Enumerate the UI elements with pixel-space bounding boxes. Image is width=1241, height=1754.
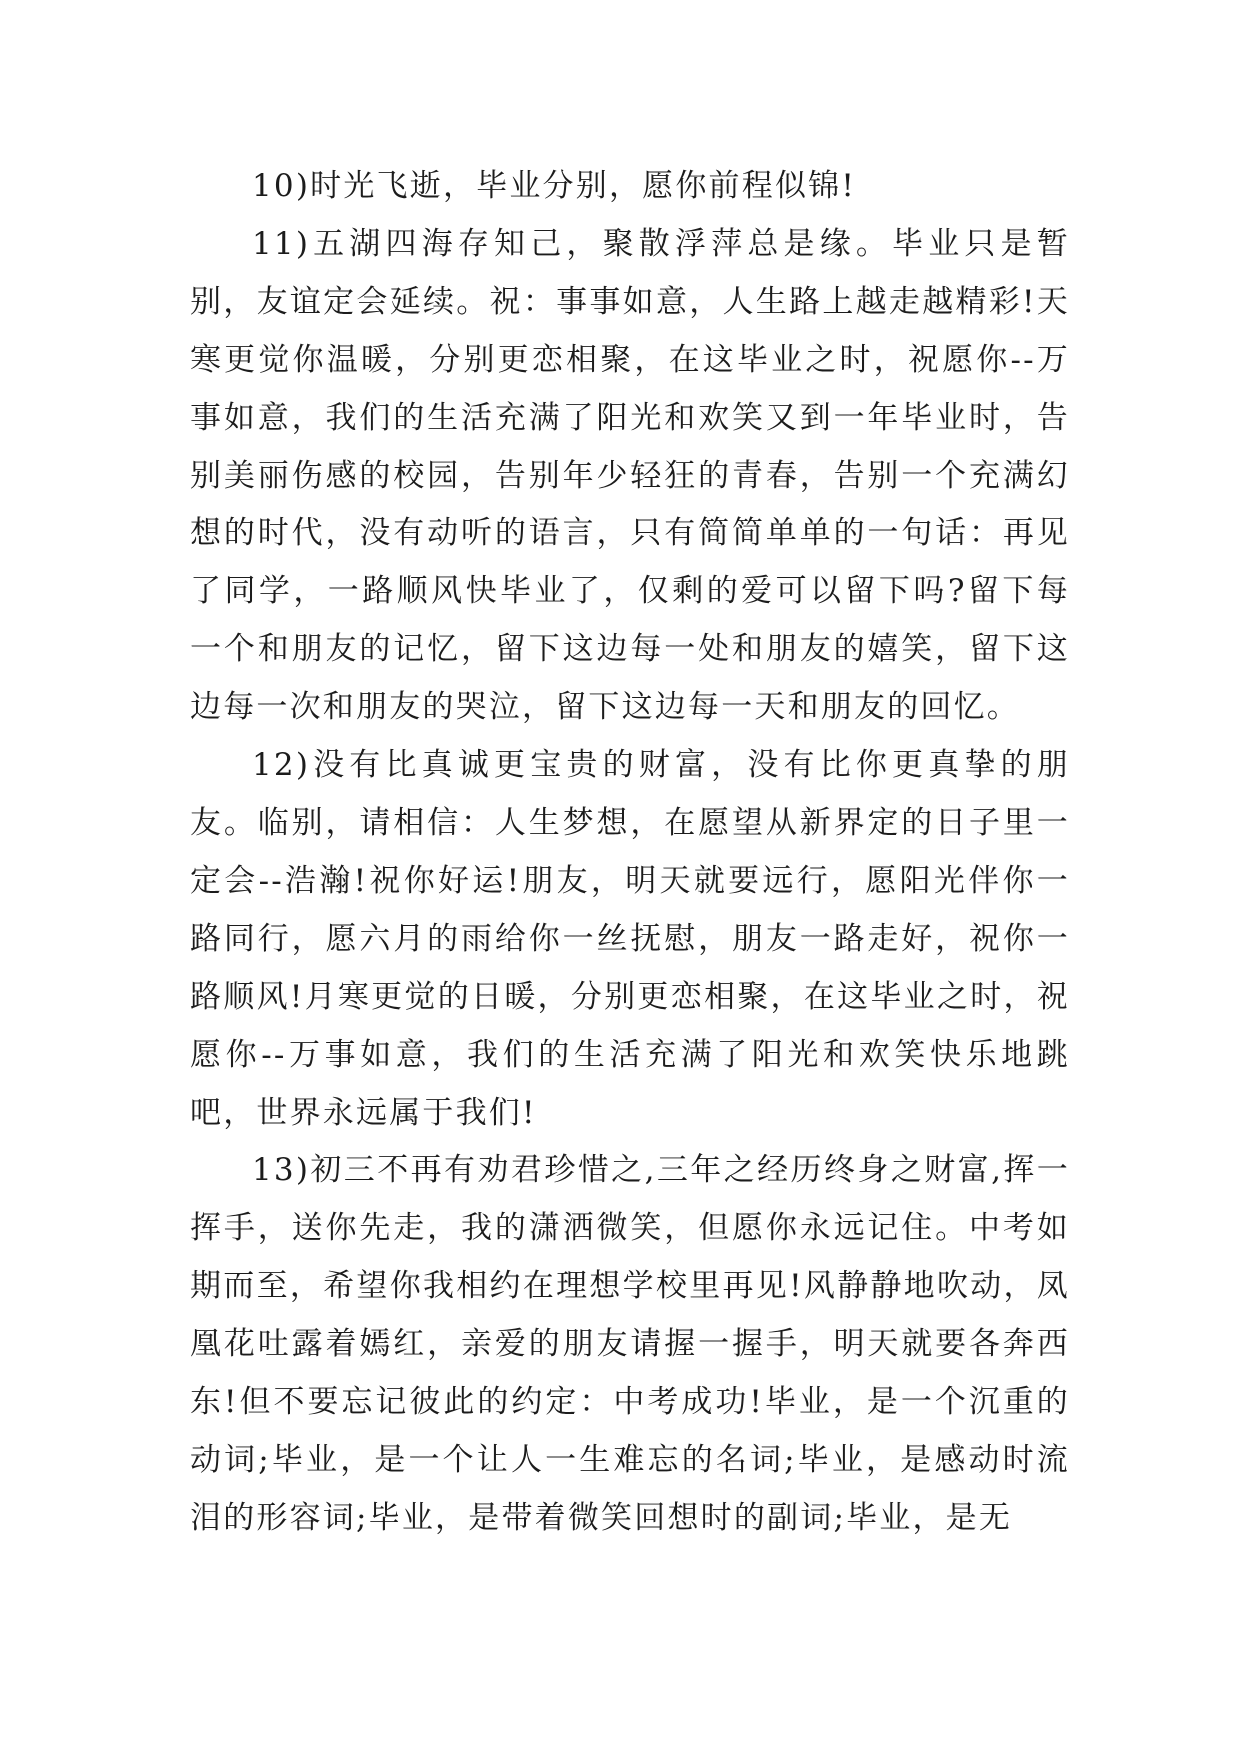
paragraph-10: 10)时光飞逝，毕业分别，愿你前程似锦! bbox=[252, 168, 856, 204]
paragraph-11: 11)五湖四海存知己，聚散浮萍总是缘。毕业只是暂别，友谊定会延续。祝：事事如意，人生路上越走越精彩!天寒更觉你温暖，分别更恋相聚，在这毕业之时，祝愿你--万事如意，我们的生活充满了阳光和欢笑又到一年毕业时，告别美丽伤感的校园，告别年少轻狂的青春，告别一个充满幻想的时代，没有动听的语言，只有简简单单的一句话：再见了同学，一路顺风快毕业了，仅剩的爱可以留下吗?留下每一个和朋友的记忆，留下这边每一处和朋友的嬉笑，留下这边每一次和朋友的哭泣，留下这边每一天和朋友的回忆。 bbox=[190, 225, 1070, 726]
paragraph-12: 12)没有比真诚更宝贵的财富，没有比你更真挚的朋友。临别，请相信：人生梦想，在愿望从新界定的日子里一定会--浩瀚!祝你好运!朋友，明天就要远行，愿阳光伴你一路同行，愿六月的雨给你一丝抚慰，朋友一路走好，祝你一路顺风!月寒更觉的日暖，分别更恋相聚，在这毕业之时，祝愿你--万事如意，我们的生活充满了阳光和欢笑快乐地跳吧，世界永远属于我们! bbox=[190, 747, 1070, 1131]
paragraph-13: 13)初三不再有劝君珍惜之,三年之经历终身之财富,挥一挥手，送你先走，我的潇洒微笑，但愿你永远记住。中考如期而至，希望你我相约在理想学校里再见!风静静地吹动，凤凰花吐露着嫣红，亲爱的朋友请握一握手，明天就要各奔西东!但不要忘记彼此的约定：中考成功!毕业，是一个沉重的动词;毕业，是一个让人一生难忘的名词;毕业，是感动时流泪的形容词;毕业，是带着微笑回想时的副词;毕业，是无 bbox=[190, 1152, 1070, 1536]
document-body bbox=[190, 158, 1070, 1548]
